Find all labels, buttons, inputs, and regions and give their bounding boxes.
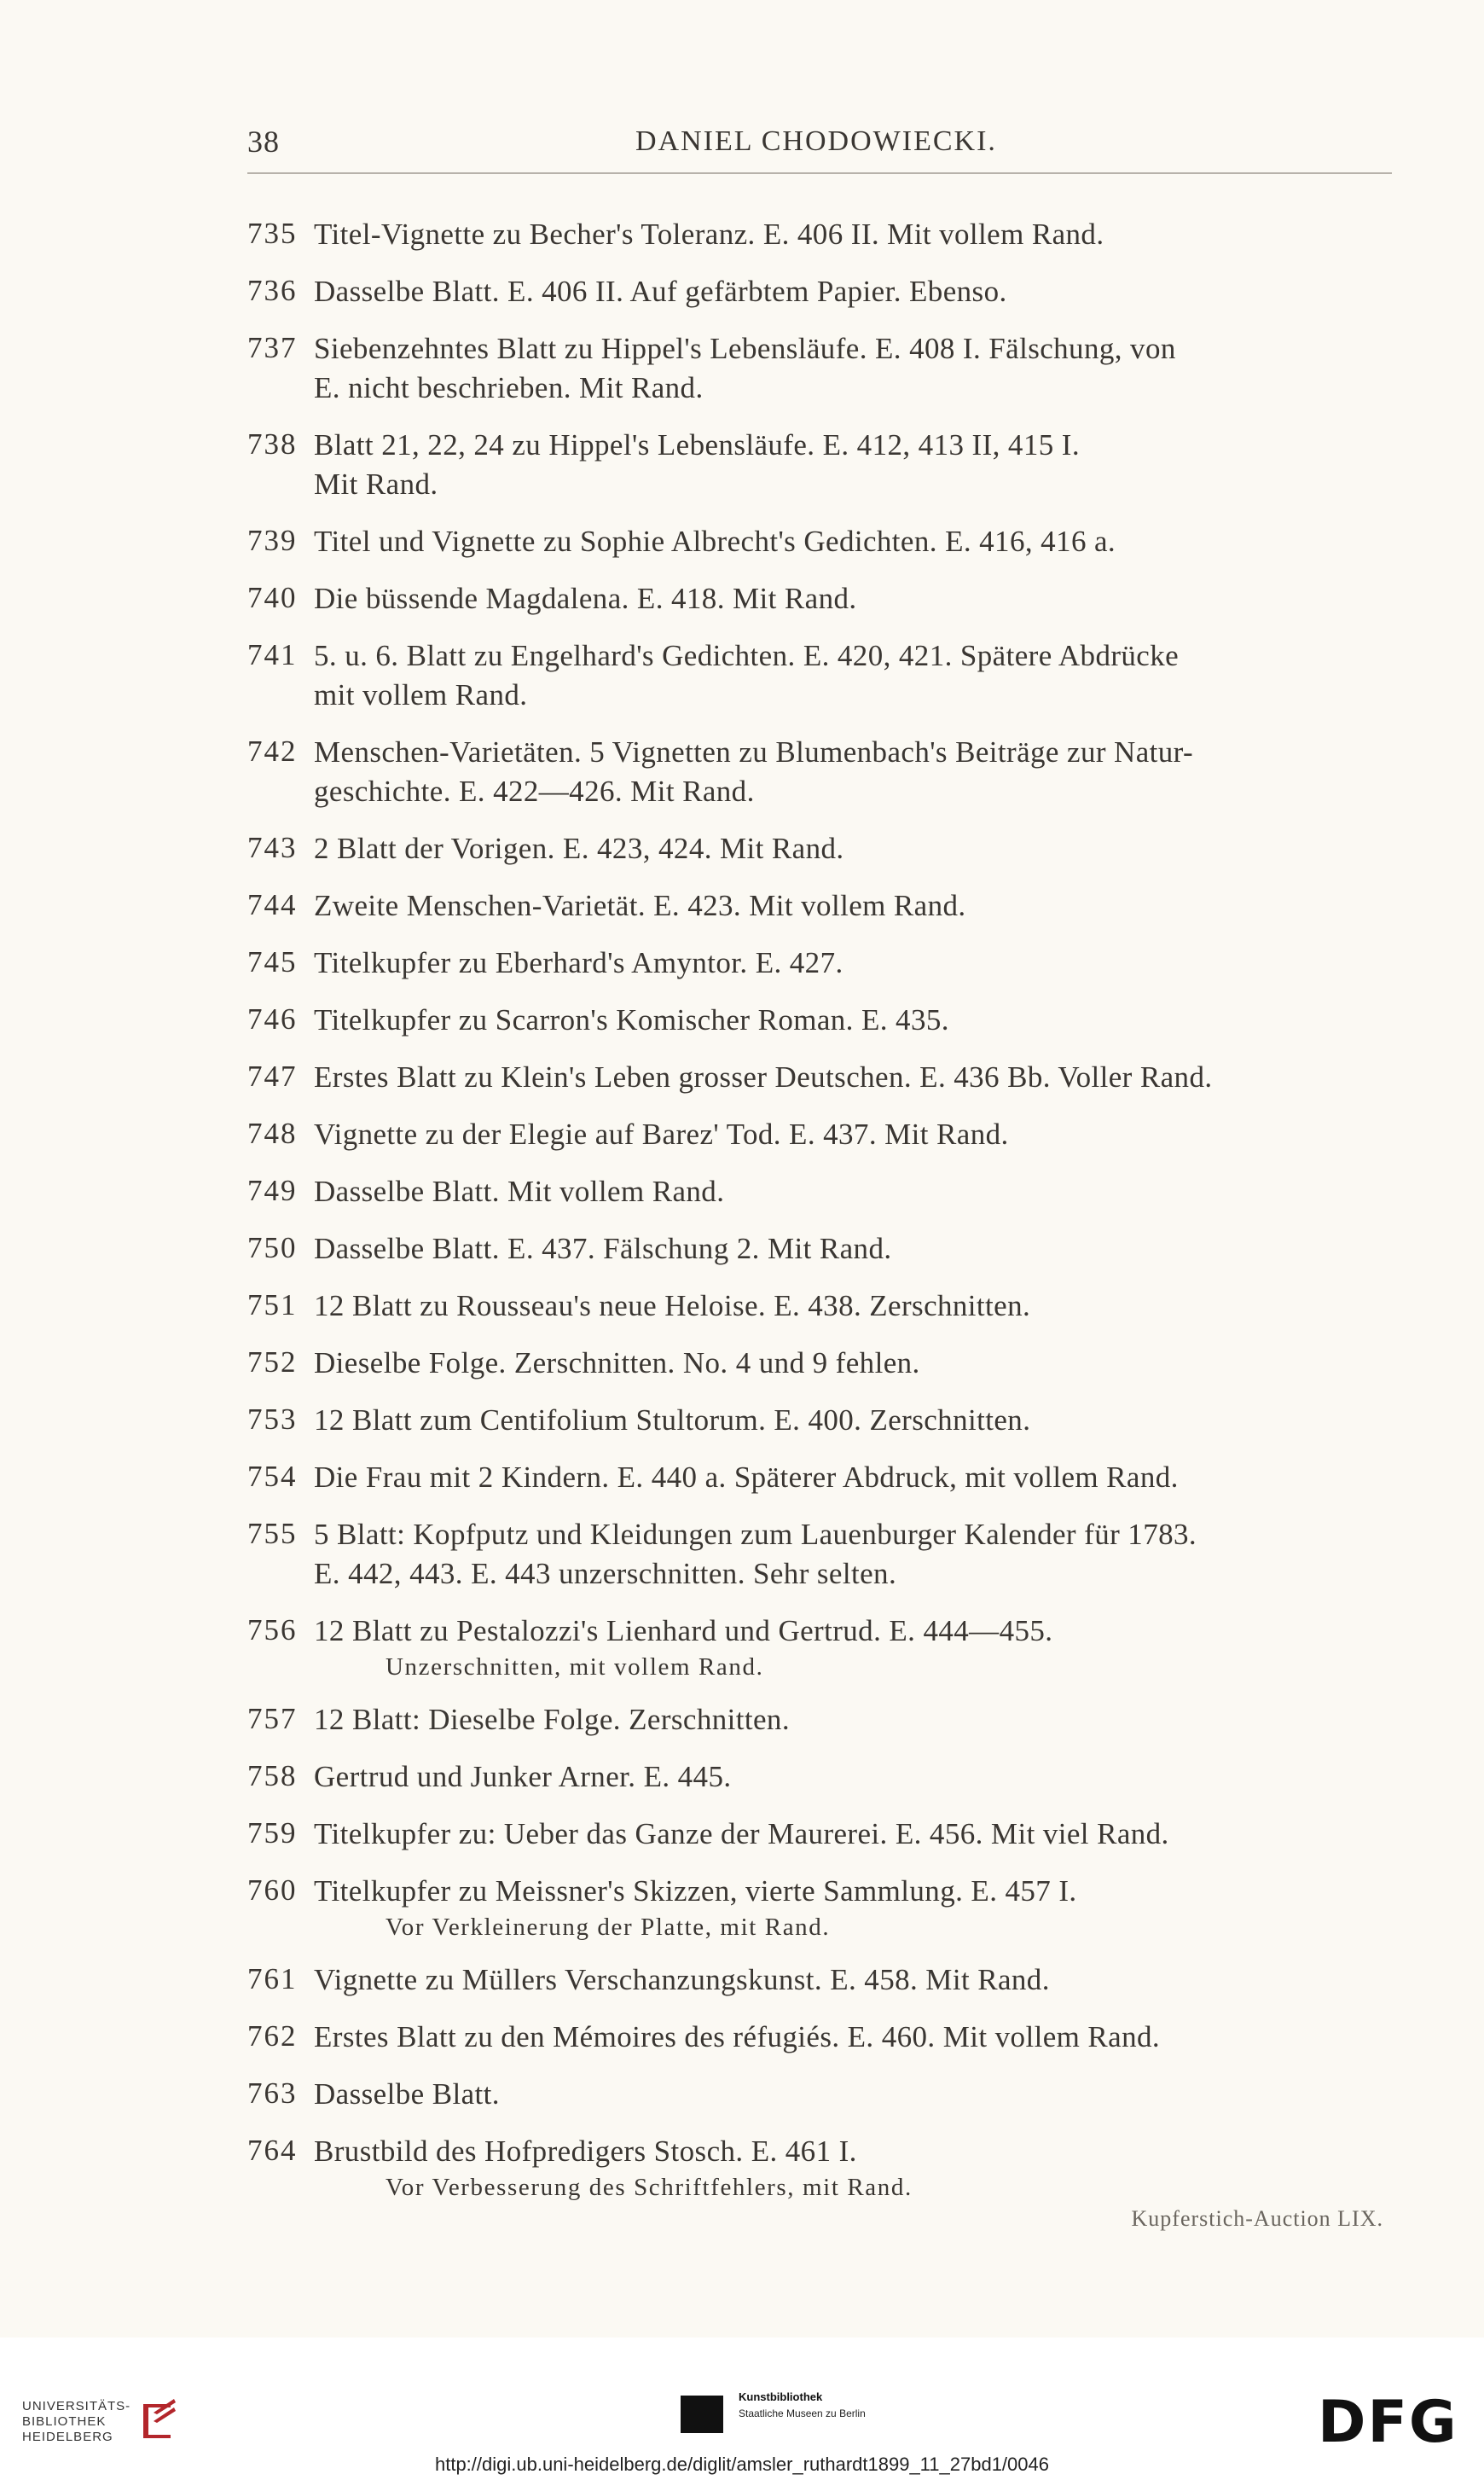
kunstbibliothek-name: Kunstbibliothek bbox=[739, 2390, 823, 2403]
entry-number: 747 bbox=[247, 1060, 298, 1093]
page-number: 38 bbox=[247, 125, 280, 159]
entry-line: Die büssende Magdalena. E. 418. Mit Rand. bbox=[314, 582, 857, 615]
entry-text bbox=[314, 215, 1394, 254]
entry-line: 2 Blatt der Vorigen. E. 423, 424. Mit Rand. bbox=[314, 832, 844, 865]
kunstbibliothek-subtitle: Staatliche Museen zu Berlin bbox=[739, 2407, 866, 2419]
catalog-entry bbox=[247, 1515, 1394, 1612]
entry-line: Dasselbe Blatt. bbox=[314, 2077, 500, 2111]
entry-number: 751 bbox=[247, 1288, 298, 1321]
catalog-entry bbox=[247, 944, 1394, 1001]
entry-number: 757 bbox=[247, 1702, 298, 1735]
entry-subnote: Unzerschnitten, mit vollem Rand. bbox=[385, 1653, 764, 1681]
entry-line: Vignette zu Müllers Verschanzungskunst. E. 458. Mit Rand. bbox=[314, 1963, 1050, 1996]
entry-text bbox=[314, 272, 1394, 311]
catalog-entry bbox=[247, 829, 1394, 886]
entry-line: E. nicht beschrieben. Mit Rand. bbox=[314, 371, 704, 404]
entry-number: 763 bbox=[247, 2076, 298, 2110]
catalog-entry bbox=[247, 1872, 1394, 1960]
dfg-logo: DFG bbox=[1318, 2389, 1458, 2456]
entry-text bbox=[314, 1172, 1394, 1211]
entry-line: 5 Blatt: Kopfputz und Kleidungen zum Lauenburger Kalender für 1783. bbox=[314, 1518, 1197, 1551]
entry-line: Erstes Blatt zu Klein's Leben grosser Deutschen. E. 436 Bb. Voller Rand. bbox=[314, 1060, 1213, 1094]
entry-text bbox=[314, 1700, 1394, 1739]
entry-number: 750 bbox=[247, 1231, 298, 1264]
catalog-entry bbox=[247, 1344, 1394, 1401]
entry-text bbox=[314, 1115, 1394, 1154]
entry-line: Menschen-Varietäten. 5 Vignetten zu Blumenbach's Beiträge zur Natur- bbox=[314, 735, 1194, 769]
entry-number: 735 bbox=[247, 217, 298, 250]
entry-text bbox=[314, 944, 1394, 983]
entry-line: geschichte. E. 422—426. Mit Rand. bbox=[314, 775, 755, 808]
catalog-entry bbox=[247, 1960, 1394, 2018]
entry-line: Titelkupfer zu: Ueber das Ganze der Maurerei. E. 456. Mit viel Rand. bbox=[314, 1817, 1169, 1850]
entry-text bbox=[314, 522, 1394, 561]
entry-number: 758 bbox=[247, 1759, 298, 1792]
entry-text bbox=[314, 829, 1394, 868]
catalog-entry bbox=[247, 1757, 1394, 1815]
entry-number: 736 bbox=[247, 274, 298, 307]
entry-text bbox=[314, 1286, 1394, 1326]
catalog-entry bbox=[247, 522, 1394, 579]
catalog-entry bbox=[247, 1612, 1394, 1700]
permalink-url[interactable]: http://digi.ub.uni-heidelberg.de/diglit/amsler_ruthardt1899_11_27bd1/0046 bbox=[434, 2454, 1049, 2475]
catalog-entry bbox=[247, 2018, 1394, 2075]
entry-line: Titel und Vignette zu Sophie Albrecht's Gedichten. E. 416, 416 a. bbox=[314, 525, 1116, 558]
entry-text bbox=[314, 1001, 1394, 1040]
entry-line: Siebenzehntes Blatt zu Hippel's Lebensläufe. E. 408 I. Fälschung, von bbox=[314, 332, 1176, 365]
entry-line: E. 442, 443. E. 443 unzerschnitten. Sehr selten. bbox=[314, 1557, 897, 1590]
catalog-entry bbox=[247, 1700, 1394, 1757]
entry-number: 749 bbox=[247, 1174, 298, 1207]
catalog-entry bbox=[247, 886, 1394, 944]
catalog-entry bbox=[247, 1058, 1394, 1115]
entry-number: 741 bbox=[247, 638, 298, 671]
entry-text bbox=[314, 2132, 1394, 2171]
entry-text bbox=[314, 1458, 1394, 1497]
entry-number: 738 bbox=[247, 427, 298, 461]
catalog-entry bbox=[247, 329, 1394, 426]
entry-line: Titel-Vignette zu Becher's Toleranz. E. 406 II. Mit vollem Rand. bbox=[314, 218, 1104, 251]
entry-subnote: Vor Verkleinerung der Platte, mit Rand. bbox=[385, 1914, 831, 1941]
entry-line: 12 Blatt: Dieselbe Folge. Zerschnitten. bbox=[314, 1703, 790, 1736]
entry-line: Die Frau mit 2 Kindern. E. 440 a. Späterer Abdruck, mit vollem Rand. bbox=[314, 1461, 1179, 1494]
entry-line: Titelkupfer zu Eberhard's Amyntor. E. 427. bbox=[314, 946, 843, 979]
entry-text bbox=[314, 1612, 1394, 1651]
catalog-entry bbox=[247, 1229, 1394, 1286]
catalog-entry bbox=[247, 1815, 1394, 1872]
entry-text bbox=[314, 2018, 1394, 2057]
page-header bbox=[247, 124, 1390, 166]
university-logo-icon bbox=[136, 2396, 179, 2447]
entry-number: 742 bbox=[247, 735, 298, 768]
entry-number: 753 bbox=[247, 1403, 298, 1436]
entry-text bbox=[314, 1872, 1394, 1911]
entry-line: 12 Blatt zu Rousseau's neue Heloise. E. 438. Zerschnitten. bbox=[314, 1289, 1031, 1322]
entry-line: Blatt 21, 22, 24 zu Hippel's Lebensläufe. E. 412, 413 II, 415 I. bbox=[314, 428, 1080, 462]
entry-text bbox=[314, 1757, 1394, 1797]
catalog-entry bbox=[247, 1458, 1394, 1515]
entry-text bbox=[314, 1815, 1394, 1854]
university-line: BIBLIOTHEK bbox=[22, 2414, 107, 2429]
catalog-entry bbox=[247, 272, 1394, 329]
catalog-entry bbox=[247, 733, 1394, 829]
entry-text bbox=[314, 1401, 1394, 1440]
entry-number: 762 bbox=[247, 2019, 298, 2053]
entry-number: 737 bbox=[247, 331, 298, 364]
entry-number: 739 bbox=[247, 524, 298, 557]
entry-line: Zweite Menschen-Varietät. E. 423. Mit vollem Rand. bbox=[314, 889, 966, 922]
catalog-entry bbox=[247, 1001, 1394, 1058]
university-line: UNIVERSITÄTS- bbox=[22, 2399, 131, 2413]
entry-number: 740 bbox=[247, 581, 298, 614]
entry-text bbox=[314, 733, 1394, 811]
entry-line: 12 Blatt zum Centifolium Stultorum. E. 400. Zerschnitten. bbox=[314, 1403, 1031, 1437]
running-title: DANIEL CHODOWIECKI. bbox=[635, 125, 997, 157]
entry-number: 759 bbox=[247, 1816, 298, 1850]
catalog-entry bbox=[247, 1172, 1394, 1229]
entry-number: 744 bbox=[247, 888, 298, 921]
entry-text bbox=[314, 1515, 1394, 1594]
entry-line: Vignette zu der Elegie auf Barez' Tod. E. 437. Mit Rand. bbox=[314, 1118, 1009, 1151]
entry-text bbox=[314, 636, 1394, 715]
entry-subnote: Vor Verbesserung des Schriftfehlers, mit Rand. bbox=[385, 2174, 913, 2201]
entry-text bbox=[314, 1960, 1394, 2000]
entry-line: mit vollem Rand. bbox=[314, 678, 528, 711]
footer-note: Kupferstich-Auction LIX. bbox=[1131, 2206, 1383, 2231]
catalog-entry bbox=[247, 2075, 1394, 2132]
entry-line: Brustbild des Hofpredigers Stosch. E. 461 I. bbox=[314, 2134, 857, 2168]
entry-text bbox=[314, 1058, 1394, 1097]
catalog-entry bbox=[247, 1115, 1394, 1172]
kunstbibliothek-mark-icon bbox=[681, 2396, 723, 2433]
entry-line: 12 Blatt zu Pestalozzi's Lienhard und Gertrud. E. 444—455. bbox=[314, 1614, 1053, 1647]
entry-number: 746 bbox=[247, 1002, 298, 1036]
catalog-entry bbox=[247, 426, 1394, 522]
university-library-label bbox=[22, 2399, 130, 2445]
entry-list bbox=[247, 215, 1394, 2221]
catalog-entry bbox=[247, 579, 1394, 636]
entry-text bbox=[314, 1229, 1394, 1269]
entry-line: Dasselbe Blatt. E. 437. Fälschung 2. Mit Rand. bbox=[314, 1232, 892, 1265]
entry-number: 745 bbox=[247, 945, 298, 979]
entry-number: 754 bbox=[247, 1460, 298, 1493]
university-line: HEIDELBERG bbox=[22, 2430, 113, 2444]
entry-number: 752 bbox=[247, 1345, 298, 1379]
entry-line: Titelkupfer zu Meissner's Skizzen, vierte Sammlung. E. 457 I. bbox=[314, 1874, 1077, 1908]
entry-number: 764 bbox=[247, 2134, 298, 2167]
header-rule bbox=[247, 172, 1392, 174]
catalog-entry bbox=[247, 1286, 1394, 1344]
entry-number: 743 bbox=[247, 831, 298, 864]
catalog-entry bbox=[247, 1401, 1394, 1458]
entry-text bbox=[314, 426, 1394, 504]
entry-number: 760 bbox=[247, 1873, 298, 1907]
entry-number: 755 bbox=[247, 1517, 298, 1550]
entry-text bbox=[314, 2075, 1394, 2114]
kunstbibliothek-logo bbox=[681, 2387, 885, 2438]
entry-line: Dasselbe Blatt. Mit vollem Rand. bbox=[314, 1175, 725, 1208]
entry-text bbox=[314, 579, 1394, 619]
entry-line: Mit Rand. bbox=[314, 468, 438, 501]
entry-line: Gertrud und Junker Arner. E. 445. bbox=[314, 1760, 732, 1793]
entry-text bbox=[314, 886, 1394, 926]
catalog-entry bbox=[247, 636, 1394, 733]
entry-line: Titelkupfer zu Scarron's Komischer Roman. E. 435. bbox=[314, 1003, 949, 1037]
entry-line: 5. u. 6. Blatt zu Engelhard's Gedichten. E. 420, 421. Spätere Abdrücke bbox=[314, 639, 1180, 672]
entry-line: Dasselbe Blatt. E. 406 II. Auf gefärbtem Papier. Ebenso. bbox=[314, 275, 1007, 308]
entry-line: Dieselbe Folge. Zerschnitten. No. 4 und 9 fehlen. bbox=[314, 1346, 920, 1379]
entry-line: Erstes Blatt zu den Mémoires des réfugiés. E. 460. Mit vollem Rand. bbox=[314, 2020, 1161, 2053]
catalog-entry bbox=[247, 215, 1394, 272]
entry-text bbox=[314, 1344, 1394, 1383]
entry-text bbox=[314, 329, 1394, 408]
entry-number: 748 bbox=[247, 1117, 298, 1150]
entry-number: 761 bbox=[247, 1962, 298, 1995]
entry-number: 756 bbox=[247, 1613, 298, 1647]
